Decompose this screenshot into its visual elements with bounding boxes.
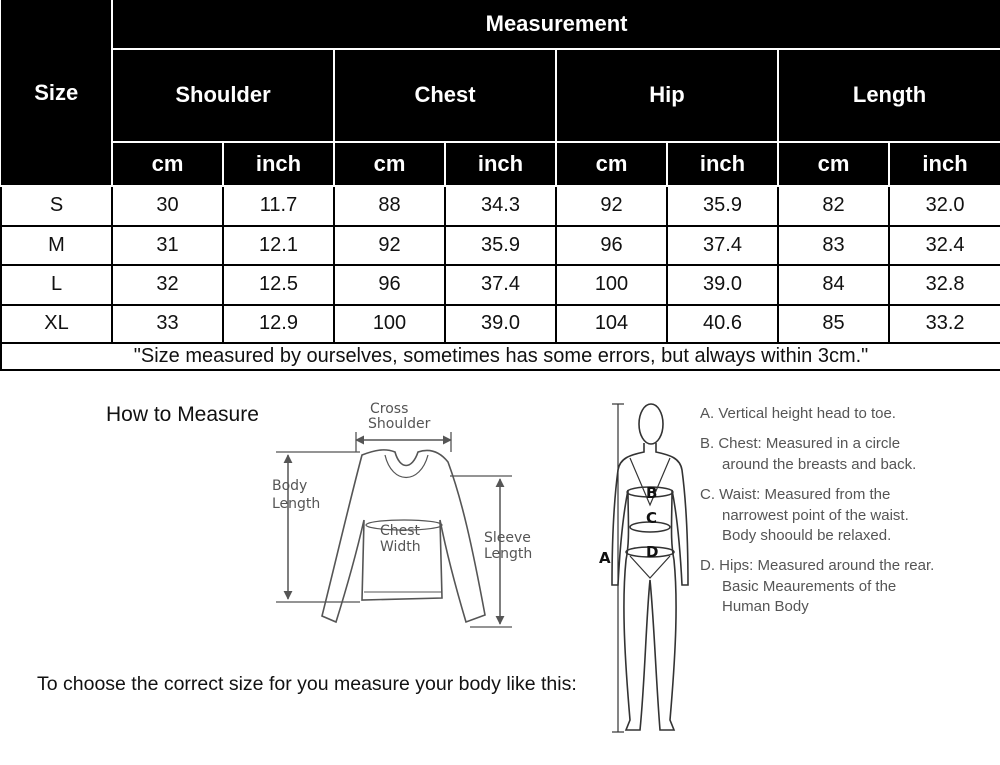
how-to-measure-title: How to Measure	[106, 403, 259, 426]
table-cell: 83	[778, 226, 889, 265]
table-cell: 35.9	[667, 186, 778, 226]
size-column-header: Size	[1, 1, 112, 186]
table-cell: 100	[556, 265, 667, 305]
body-figure	[599, 404, 688, 732]
unit-header: inch	[445, 142, 556, 186]
table-cell: 12.9	[223, 305, 334, 343]
body-label: Body	[272, 478, 308, 494]
table-cell: 32	[112, 265, 223, 305]
label-c: C	[646, 509, 658, 527]
shoulder-header: Shoulder	[112, 49, 334, 142]
table-cell: 82	[778, 186, 889, 226]
table-cell: 40.6	[667, 305, 778, 343]
size-cell: M	[1, 226, 112, 265]
measurement-note: "Size measured by ourselves, sometimes has some errors, but always within 3cm."	[1, 343, 1000, 370]
label-d: D	[646, 543, 659, 561]
head-outline	[639, 404, 663, 444]
step-c: C. Waist: Measured from the narrowest point of the waist. Body shoould be relaxed.	[700, 486, 909, 545]
measurement-steps	[700, 404, 940, 628]
sleeve-length-label: Length	[484, 546, 533, 562]
sweater-diagram	[272, 401, 532, 627]
hip-header: Hip	[556, 49, 778, 142]
unit-header: cm	[556, 142, 667, 186]
table-cell: 88	[334, 186, 445, 226]
table-cell: 31	[112, 226, 223, 265]
size-cell: L	[1, 265, 112, 305]
body-length-label: Length	[272, 496, 321, 512]
chest-label: Chest	[380, 523, 421, 539]
table-cell: 85	[778, 305, 889, 343]
width-label: Width	[380, 539, 421, 555]
choose-size-instruction: To choose the correct size for you measure your body like this:	[37, 673, 577, 695]
table-cell: 11.7	[223, 186, 334, 226]
chest-header: Chest	[334, 49, 556, 142]
size-cell: S	[1, 186, 112, 226]
step-a: A. Vertical height head to toe.	[700, 405, 896, 422]
unit-header: inch	[889, 142, 1000, 186]
table-cell: 96	[556, 226, 667, 265]
measurement-header: Measurement	[112, 1, 1000, 49]
label-b: B	[646, 484, 658, 502]
unit-header: cm	[778, 142, 889, 186]
table-cell: 92	[556, 186, 667, 226]
table-cell: 32.4	[889, 226, 1000, 265]
table-cell: 32.0	[889, 186, 1000, 226]
step-b: B. Chest: Measured in a circle around the breasts and back.	[700, 435, 917, 473]
table-cell: 30	[112, 186, 223, 226]
step-d: D. Hips: Measured around the rear. Basic Meaurements of the Human Body	[700, 557, 935, 616]
size-cell: XL	[1, 305, 112, 343]
table-cell: 84	[778, 265, 889, 305]
label-a: A	[599, 549, 611, 567]
table-cell: 12.1	[223, 226, 334, 265]
table-cell: 33.2	[889, 305, 1000, 343]
unit-header: cm	[334, 142, 445, 186]
unit-header: cm	[112, 142, 223, 186]
unit-header: inch	[223, 142, 334, 186]
length-header: Length	[778, 49, 1000, 142]
table-cell: 92	[334, 226, 445, 265]
table-cell: 33	[112, 305, 223, 343]
table-cell: 37.4	[667, 226, 778, 265]
cross-label: Cross	[370, 401, 409, 417]
sleeve-label: Sleeve	[484, 530, 531, 546]
table-cell: 32.8	[889, 265, 1000, 305]
table-cell: 35.9	[445, 226, 556, 265]
unit-header: inch	[667, 142, 778, 186]
table-cell: 39.0	[667, 265, 778, 305]
shoulder-label: Shoulder	[368, 416, 431, 432]
table-cell: 104	[556, 305, 667, 343]
table-cell: 37.4	[445, 265, 556, 305]
table-cell: 34.3	[445, 186, 556, 226]
table-cell: 100	[334, 305, 445, 343]
table-cell: 96	[334, 265, 445, 305]
table-cell: 12.5	[223, 265, 334, 305]
table-cell: 39.0	[445, 305, 556, 343]
